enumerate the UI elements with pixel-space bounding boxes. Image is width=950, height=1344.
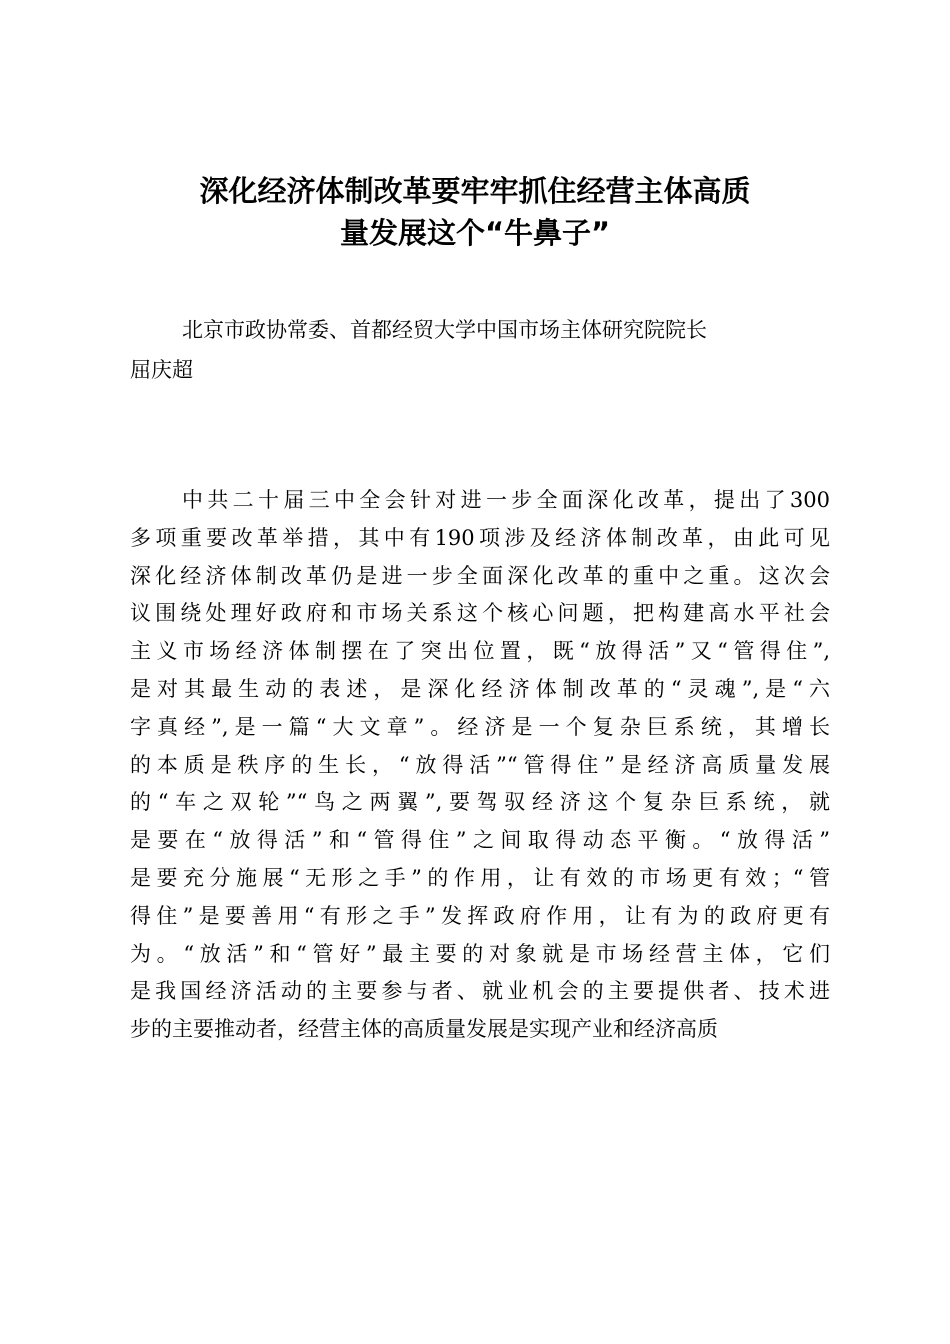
body-line: 是要在“放得活”和“管得住”之间取得动态平衡。“放得活”	[130, 828, 830, 853]
document-title	[120, 170, 830, 254]
body-line: 是我国经济活动的主要参与者、就业机会的主要提供者、技术进	[130, 979, 830, 1004]
body-line: 字真经”,是一篇“大文章”。经济是一个复杂巨系统，其增长	[130, 714, 830, 739]
body-line: 深化经济体制改革仍是进一步全面深化改革的重中之重。这次会	[130, 563, 830, 588]
body-line: 多项重要改革举措，其中有190项涉及经济体制改革，由此可见	[130, 525, 830, 550]
body-line: 议围绕处理好政府和市场关系这个核心问题，把构建高水平社会	[130, 601, 830, 626]
title-line-1: 深化经济体制改革要牢牢抓住经营主体高质	[199, 174, 751, 208]
author-name: 屈庆超	[130, 358, 193, 382]
body-line: 主义市场经济体制摆在了突出位置，既“放得活”又“管得住”,	[130, 639, 830, 664]
body-line: 的本质是秩序的生长，“放得活”“管得住”是经济高质量发展	[130, 752, 830, 777]
body-line: 步的主要推动者，经营主体的高质量发展是实现产业和经济高质	[130, 1017, 718, 1042]
body-line: 的“车之双轮”“鸟之两翼”,要驾驭经济这个复杂巨系统，就	[130, 790, 830, 815]
title-line-2: 量发展这个“牛鼻子”	[339, 216, 611, 250]
author-byline	[130, 310, 830, 390]
author-affiliation: 北京市政协常委、首都经贸大学中国市场主体研究院院长	[182, 318, 707, 342]
body-line: 是对其最生动的表述，是深化经济体制改革的“灵魂”,是“六	[130, 676, 830, 701]
body-paragraph	[130, 482, 830, 1049]
body-line: 为。“放活”和“管好”最主要的对象就是市场经营主体，它们	[130, 941, 830, 966]
body-line: 中共二十届三中全会针对进一步全面深化改革，提出了300	[182, 488, 830, 512]
body-line: 得住”是要善用“有形之手”发挥政府作用，让有为的政府更有	[130, 903, 830, 928]
body-line: 是要充分施展“无形之手”的作用，让有效的市场更有效；“管	[130, 865, 830, 890]
